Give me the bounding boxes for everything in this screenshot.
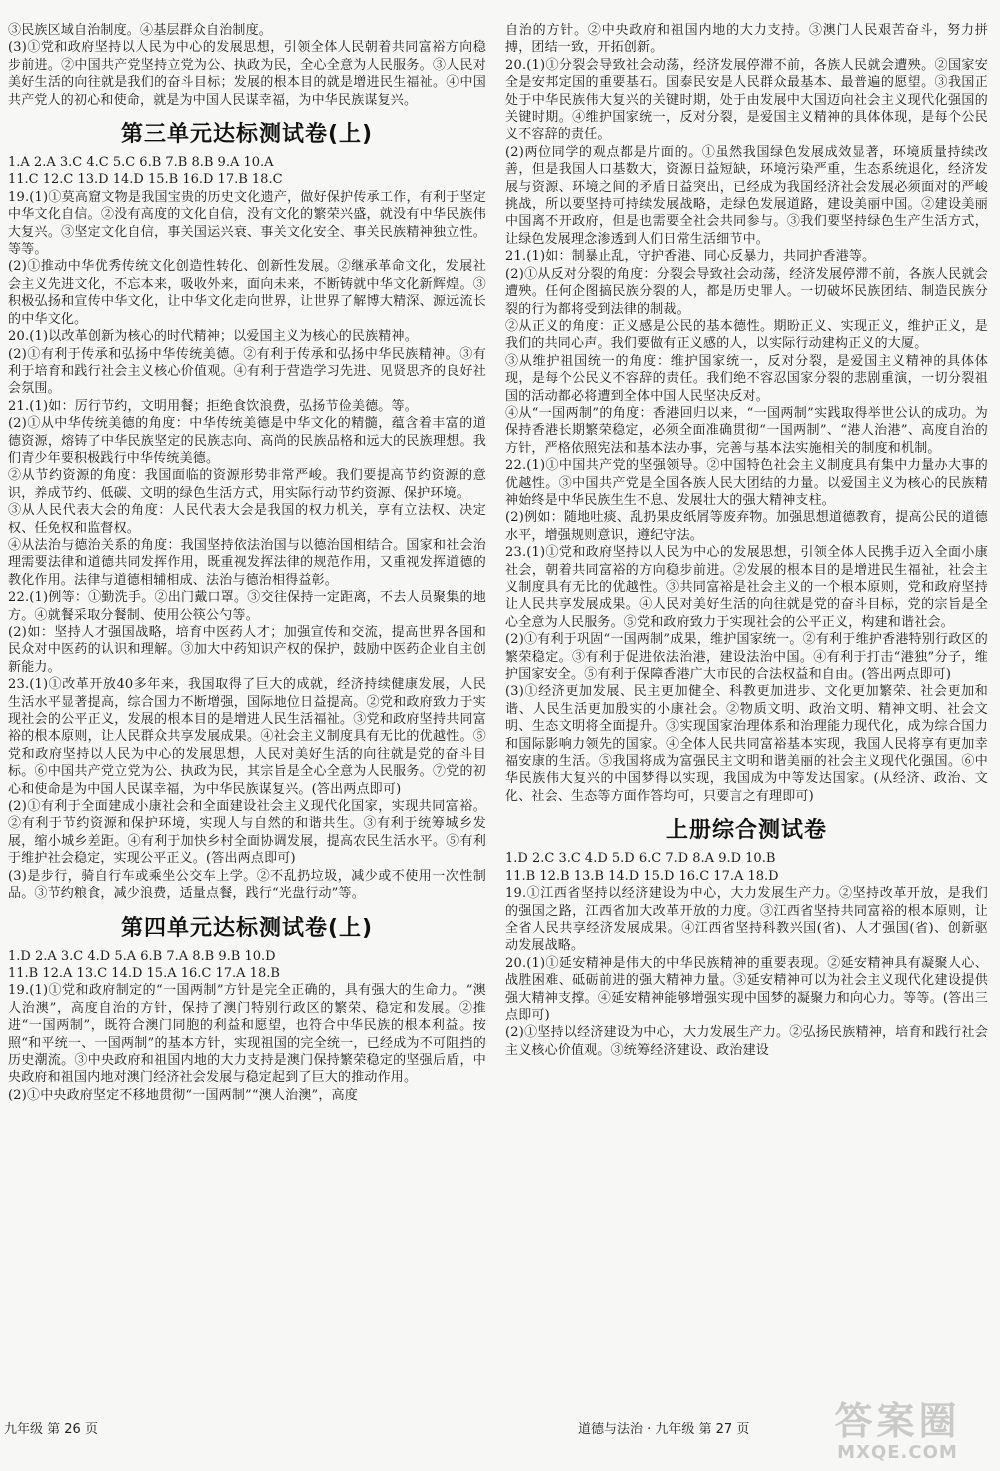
comprehensive-para: 20.(1)①延安精神是伟大的中华民族精神的重要表现。②延安精神具有凝聚人心、战胜困难、砥砺前进的强大精神力量。③延安精神可以为社会主义现代化建设提供强大精神支撑。④延安精神能够增强实现中国梦的凝聚力和向心力。等等。(答出三点即可) [505, 955, 988, 1023]
right-para: (2)①从反对分裂的角度：分裂会导致社会动荡，经济发展停滞不前，各族人民就会遭殃。任何企图搞民族分裂的人，都是历史罪人。一切破坏民族团结、制造民族分裂的行为都将受到法律的制裁。 [505, 266, 988, 317]
unit3-title: 第三单元达标测试卷(上) [120, 122, 374, 148]
unit4-answers-2: 11.B 12.A 13.C 14.D 15.A 16.C 17.A 18.B [8, 965, 280, 981]
right-para: ③从维护祖国统一的角度：维护国家统一，反对分裂，是爱国主义精神的具体体现，是每个公民义不容辞的责任。我们绝不容忍国家分裂的悲剧重演，一切分裂祖国的活动都必将遭到全体中国人民坚决反对。 [505, 353, 988, 404]
right-para: 23.(1)①党和政府坚持以人民为中心的发展思想，引领全体人民携手迈入全面小康社会，朝着共同富裕的方向稳步前进。②发展的根本目的是增进民生福祉，社会主义制度具有无比的优越性。③共同富裕是社会主义的一个根本原则，党和政府坚持让人民共享发展成果。④人民对美好生活的向往就是党的奋斗目标，党的宗旨是全心全意为人民服务。⑤党和政府致力于实现社会的公平正义，构建和谐社会。 [505, 545, 988, 630]
comprehensive-para: 19.①江西省坚持以经济建设为中心，大力发展生产力。②坚持改革开放，是我们的强国之路，江西省加大改革开放的力度。③江西省坚持共同富裕的根本原则，让全省人民共享经济发展成果。④江西省坚持科教兴国(省)、人才强国(省)、创新驱动发展战略。 [505, 886, 988, 954]
footer-left-page: 九年级 第 26 页 [4, 1422, 98, 1437]
footer-right-page: 道德与法治 · 九年级 第 27 页 [578, 1422, 750, 1437]
unit3-para: (3)是步行，骑自行车或乘坐公交车上学。②不乱扔垃圾，减少或不使用一次性制品。③节约粮食，减少浪费，适量点餐，践行“光盘行动”等。 [8, 868, 486, 902]
right-para: 自治的方针。②中央政府和祖国内地的大力支持。③澳门人民艰苦奋斗，努力拼搏，团结一致，开拓创新。 [505, 23, 988, 56]
right-column [505, 22, 988, 1059]
right-para: 21.(1)如：制暴止乱，守护香港、同心反暴力，共同护香港等。 [505, 249, 876, 265]
unit3-answers-2: 11.C 12.C 13.D 14.D 15.B 16.D 17.B 18.C [8, 172, 283, 188]
comprehensive-answers-1: 1.D 2.C 3.C 4.D 5.D 6.C 7.D 8.A 9.D 10.B [505, 851, 776, 867]
unit3-para: 20.(1)以改革创新为核心的时代精神；以爱国主义为核心的民族精神。 [8, 329, 418, 345]
right-para: ④从“一国两制”的角度：香港回归以来，“一国两制”实践取得举世公认的成功。为保持香港长期繁荣稳定，必须全面准确贯彻“一国两制”、“港人治港”、高度自治的方针，严格依照宪法和基本法办事，完善与基本法实施相关的制度和机制。 [505, 405, 988, 456]
unit3-para: 22.(1)例等：①勤洗手。②出门戴口罩。③交往保持一定距离，不去人员聚集的地方。④就餐采取分餐制、使用公筷公勺等。 [8, 590, 486, 623]
watermark-logo: 答案圈 MXQE.COM [834, 1399, 961, 1463]
unit3-para: 19.(1)①莫高窟文物是我国宝贵的历史文化遗产，做好保护传承工作，有利于坚定中华文化自信。②没有高度的文化自信，没有文化的繁荣兴盛，就没有中华民族伟大复兴。③坚定文化自信，事关国运兴衰、事关文化安全、事关民族精神独立性。等等。 [8, 189, 486, 258]
comprehensive-para: (2)①坚持以经济建设为中心，大力发展生产力。②弘扬民族精神，培育和践行社会主义核心价值观。③统筹经济建设、政治建设 [505, 1025, 988, 1058]
comprehensive-title: 上册综合测试卷 [665, 818, 827, 844]
right-para: (2)例如：随地吐痰、乱扔果皮纸屑等废弃物。加强思想道德教育，提高公民的道德水平，增强规则意识，遵纪守法。 [505, 510, 988, 543]
right-para: 22.(1)①中国共产党的坚强领导。②中国特色社会主义制度具有集中力量办大事的优越性。③中国共产党是全国各族人民大团结的力量。以爱国主义为核心的民族精神始终是中华民族生生不息、发展壮大的强大精神支柱。 [505, 458, 988, 508]
right-para: ②从正义的角度：正义感是公民的基本德性。期盼正义、实现正义，维护正义，是我们的共同心声。我们要做有正义感的人，以实际行动建构正义的大厦。 [505, 318, 988, 352]
left-intro-1: ③民族区域自治制度。④基层群众自治制度。 [8, 23, 273, 38]
unit4-title: 第四单元达标测试卷(上) [120, 915, 374, 941]
unit3-para: (2)①有利于传承和弘扬中华传统美德。②有利于传承和弘扬中华民族精神。③有利于培育和践行社会主义核心价值观。④有利于营造学习先进、见贤思齐的良好社会氛围。 [8, 346, 486, 397]
unit3-para: ④从法治与德治关系的角度：我国坚持依法治国与以德治国相结合。国家和社会治理需要法律和道德共同发挥作用，既重视发挥法律的规范作用，又重视发挥道德的教化作用。法律与道德相辅相成、法治与德治相得益彰。 [8, 537, 486, 588]
unit3-answers-1: 1.A 2.A 3.C 4.C 5.C 6.B 7.B 8.B 9.A 10.A [8, 155, 274, 171]
right-para: (2)两位同学的观点都是片面的。①虽然我国绿色发展成效显著，环境质量持续改善，但是我国人口基数大，资源日益短缺，环境污染严重，生态系统退化，经济发展与资源、环境之间的矛盾日益突出，已经成为我国经济社会发展必须面对的严峻挑战，所以要坚持可持续发展战略，走绿色发展道路，建设美丽中国。②建设美丽中国离不开政府，但是也需要全社会共同参与。③我们要坚持绿色生产生活方式，让绿色发展理念渗透到人们日常生活细节中。 [505, 144, 988, 247]
unit3-para: (2)①推动中华优秀传统文化创造性转化、创新性发展。②继承革命文化，发展社会主义先进文化，不忘本来，吸收外来，面向未来，不断铸就中华文化新辉煌。③积极弘扬和宣传中华文化，让中华文化走向世界，让世界了解博大精深、源远流长的中华文化。 [8, 259, 486, 327]
unit3-para: ③从人民代表大会的角度：人民代表大会是我国的权力机关，享有立法权、决定权、任免权和监督权。 [8, 503, 486, 536]
right-para: (3)①经济更加发展、民主更加健全、科教更加进步、文化更加繁荣、社会更加和谐、人民生活更加殷实的小康社会。②物质文明、政治文明、精神文明、社会文明、生态文明将全面提升。③实现国家治理体系和治理能力现代化，成为综合国力和国际影响力领先的国家。④全体人民共同富裕基本实现，我国人民将享有更加幸福安康的生活。⑤我国将成为富强民主文明和谐美丽的社会主义现代化强国。⑥中华民族伟大复兴的中国梦得以实现，我国成为中等发达国家。(从经济、政治、文化、社会、生态等方面作答均可，只要言之有理即可) [505, 684, 988, 804]
unit4-answers-1: 1.D 2.A 3.C 4.D 5.A 6.B 7.A 8.B 9.B 10.D [8, 948, 276, 964]
unit3-para: (2)①从中华传统美德的角度：中华传统美德是中华文化的精髓，蕴含着丰富的道德资源，熔铸了中华民族坚定的民族志向、高尚的民族品格和远大的民族理想。我们青少年要积极践行中华传统美德。 [8, 416, 486, 466]
right-para: (2)①有利于巩固“一国两制”成果，维护国家统一。②有利于维护香港特别行政区的繁荣稳定。③有利于促进依法治港，建设法治中国。④有利于打击“港独”分子，维护国家安全。⑤有利于保障香港广大市民的合法权益和自由。(答出两点即可) [505, 632, 988, 683]
unit3-para: ②从节约资源的角度：我国面临的资源形势非常严峻。我们要提高节约资源的意识，养成节约、低碳、文明的绿色生活方式，用实际行动节约资源、保护环境。 [8, 468, 486, 501]
unit4-para: (2)①中央政府坚定不移地贯彻“一国两制”“澳人治澳”，高度 [8, 1087, 358, 1103]
left-column [8, 22, 486, 1104]
right-para: 20.(1)①分裂会导致社会动荡，经济发展停滞不前，各族人民就会遭殃。②国家安全是安邦定国的重要基石。国泰民安是人民群众最基本、最普遍的愿望。③我国正处于中华民族伟大复兴的关键时期，处于由发展中大国迈向社会主义现代化强国的关键时期。④维护国家统一，反对分裂，是爱国主义精神的具体体现，是每个公民义不容辞的责任。 [505, 57, 988, 143]
comprehensive-answers-2: 11.B 12.B 13.B 14.D 15.D 16.C 17.A 18.D [505, 868, 779, 884]
unit3-para: 21.(1)如：厉行节约，文明用餐；拒绝食饮浪费，弘扬节俭美德。等。 [8, 398, 418, 414]
unit3-para: 23.(1)①改革开放40多年来，我国取得了巨大的成就，经济持续健康发展，人民生活水平显著提高，综合国力不断增强，国际地位日益提高。②党和政府致力于实现社会的公平正义，发展的根本目的是增进人民生活福祉。③党和政府坚持共同富裕的根本原则，让人民群众共享发展成果。④社会主义制度具有无比的优越性。⑤党和政府坚持以人民为中心的发展思想，人民对美好生活的向往就是党的奋斗目标。⑥中国共产党立党为公、执政为民，其宗旨是全心全意为人民服务。⑦党的初心和使命是为中国人民谋幸福，为中华民族谋复兴。(答出两点即可) [8, 677, 486, 797]
unit3-para: (2)①有利于全面建成小康社会和全面建设社会主义现代化国家，实现共同富裕。②有利于节约资源和保护环境，实现人与自然的和谐共生。③有利于统筹城乡发展，缩小城乡差距。④有利于加快乡村全面协调发展，提高农民生活水平。⑤有利于维护社会稳定，实现公平正义。(答出两点即可) [8, 799, 486, 867]
unit4-para: 19.(1)①党和政府制定的“一国两制”方针是完全正确的，具有强大的生命力。“澳人治澳”，高度自治的方针，保持了澳门特别行政区的繁荣、稳定和发展。②推进“一国两制”，既符合澳门同胞的利益和愿望，也符合中华民族的根本利益。按照“和平统一、一国两制”的基本方针，实现祖国的完全统一，已经成为不可阻挡的历史潮流。③中央政府和祖国内地的大力支持是澳门保持繁荣稳定的坚强后盾，中央政府和祖国内地对澳门经济社会发展与稳定起到了巨大的推动作用。 [8, 983, 486, 1086]
left-intro-2: (3)①党和政府坚持以人民为中心的发展思想，引领全体人民朝着共同富裕方向稳步前进。②中国共产党坚持立党为公、执政为民，全心全意为人民服务。③人民对美好生活的向往就是我们的奋斗目标；发展的根本目的就是增进民生福祉。④中国共产党人的初心和使命，就是为中国人民谋幸福，为中华民族谋复兴。 [8, 40, 486, 108]
unit3-para: (2)如：坚持人才强国战略，培育中医药人才；加强宣传和交流，提高世界各国和民众对中医药的认识和理解。③加大中药知识产权的保护，鼓励中医药企业自主创新能力。 [8, 625, 486, 675]
